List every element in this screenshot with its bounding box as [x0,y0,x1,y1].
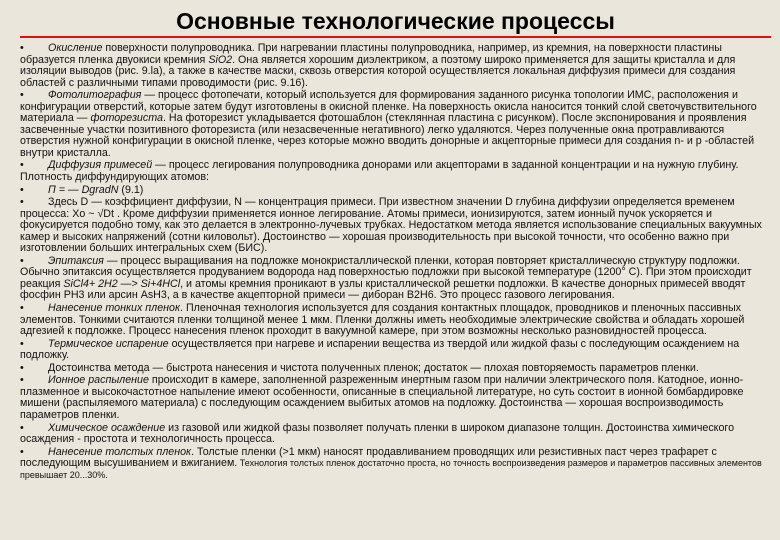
paragraph-diffusion-details [20,197,771,255]
term: SiO2 [208,53,233,66]
paragraph-text: . На фоторезист укладывается фотошаблон (стеклянная пластина с рисунком). После экспонирования и проявления засвеченные участки позитивного фоторезиста (или незасвеченные негативного) легко удаляются. Через полученные окна протравливаются отверстия нужной конфигурации в окисной пленке, через которые можно вводить донорные и акцепторные примеси для создания n- и p -областей внутри кристалла. [20,112,755,159]
paragraph-text: Достоинства метода — быстрота нанесения и чистота полученных пленок; достаток — плохая повторяемость параметров пленки. [48,361,699,374]
bullet: • [20,89,24,102]
paragraph-thick-films [20,447,771,482]
paragraph-text: из газовой или жидкой фазы позволяет получать пленки в широком диапазоне толщин. Достоинства химического осаждения - простота и технологичность процесса. [20,421,735,446]
paragraph-photolithography [20,90,771,159]
paragraph-text: . Пленочная технология используется для создания контактных площадок, проводников и пленочных пассивных элементов. Тонкими считаются пленки толщиной менее 1 мкм. Пленки должны иметь необходимые электрические свойства и обладать хорошей адгезией к подложке. Процесс нанесения пленок проходит в вакуумной камере, при этом возможны несколько разновидностей процесса. [20,302,745,338]
term: Эпитаксия [48,254,104,267]
title-underline [20,36,771,38]
term: Термическое испарение [48,337,169,350]
paragraph-ion-sputtering [20,375,771,421]
bullet: • [20,183,24,196]
bullet: • [20,302,24,315]
paragraph-text: осуществляется при нагреве и испарении вещества из твердой или жидкой фазы с последующим осаждением на подложку. [20,337,740,362]
paragraph-text: (9.1) [118,183,144,196]
paragraph-text: . Толстые пленки (>1 мкм) наносят продавливанием проводящих или резистивных паст через трафарет с последующим высушиванием и вжиганием. [20,445,717,470]
paragraph-diffusion [20,160,771,183]
term: Фотолитография [48,89,142,102]
bullet: • [20,196,24,209]
bullet: • [20,42,24,54]
formula: П = — DgradN [48,183,119,196]
formula: SiCl4+ 2H2 —> Si+4HCl [63,277,181,290]
paragraph-epitaxy [20,256,771,302]
paragraph-text: поверхности полупроводника. При нагревании пластины полупроводника, например, из кремния, на поверхности пластины образуется пленка двуокиси кремния [20,42,722,66]
paragraph-thermal-evaporation [20,339,771,362]
paragraph-text: — процесс фотопечати, который используется для формирования заданного рисунка топологии ИМС, расположения и конфигурации отверстий, которые затем будут изготовлены в окисной пленке. На поверхность окисла наносится тонкий слой светочувствительного материала — [20,89,757,125]
paragraph-formula [20,185,771,197]
paragraph-method-advantages [20,363,771,375]
term: Нанесение тонких пленок [48,302,181,315]
term: Диффузия примесей [48,159,153,172]
page-title: Основные технологические процессы [176,8,615,34]
bullet: • [20,159,24,172]
bullet: • [20,374,24,387]
paragraph-text: Здесь D — коэффициент диффузии, N — концентрация примеси. При известном значении D глубина диффузии определяется временем процесса: Xo ~ √Dt . Кроме диффузии применяется ионное легирование. Атомы примеси, ионизируются, затем ионный пучок ускоряется и фокусируется подобно тому, как это делается в электронно-лучевых трубках. Недостатком метода является использование специальных вакуумных камер и высоких напряжений (сотни киловольт). Достоинство — хорошая производительность при высокой точности, что особенно важно при изготовлении больших интегральных схем (БИС). [20,196,762,255]
bullet: • [20,361,24,374]
term: Окисление [48,42,103,54]
paragraph-text: происходит в камере, заполненной разреженным инертным газом при наличии электрического поля. Катодное, ионно-плазменное и высокочастотное напыление имеют особенности, описанные в специальной литературе, но суть состоит в ионной бомбардировке мишени (распыляемого материала) с последующим осаждением выбитых атомов на подложку. Достоинства — хорошая воспроизводимость параметров пленки. [20,374,744,421]
bullet: • [20,445,24,458]
bullet: • [20,421,24,434]
term: Химическое осаждение [48,421,166,434]
bullet: • [20,254,24,267]
paragraph-text: , и атомы кремния проникают в узлы кристаллической решетки подложки. В качестве донорных примесей вводят фосфин РН3 или арсин AsH3, а в качестве акцепторной примеси — диборан В2Н6. Это процесс газового легирования. [20,277,746,302]
bullet: • [20,337,24,350]
term: фоторезиста [90,112,163,125]
paragraph-text: . Она является хорошим диэлектриком, а поэтому широко применяется для защиты кристалла и для изоляции выводов (рис. 9.la), а также в качестве маски, сквозь отверстия которой осуществляется локальная диффузия примеси для создания областей с различными типами проводимости (рис. 9.16). [20,53,736,89]
slide-body [20,43,771,481]
paragraph-chemical-deposition [20,423,771,446]
term: Нанесение толстых пленок [48,445,192,458]
paragraph-text: — процесс выращивания на подложке монокристаллической пленки, которая повторяет кристаллическую структуру подложки. Обычно эпитаксия осуществляется продуванием водорода над поверхностью подложки при высокой температуре (1200° С). При этом происходит реакция [20,254,752,290]
paragraph-oxidation [20,43,771,89]
paragraph-small-text: Технология толстых пленок достаточно проста, но точность воспроизведения размеров и параметров пассивных элементов превышает 20...30%. [20,458,762,480]
paragraph-thin-films [20,303,771,338]
term: Ионное распыление [48,374,149,387]
paragraph-text: — процесс легирования полупроводника донорами или акцепторами в заданной концентрации и на нужную глубину. Плотность диффундирующих атомов: [20,159,739,184]
